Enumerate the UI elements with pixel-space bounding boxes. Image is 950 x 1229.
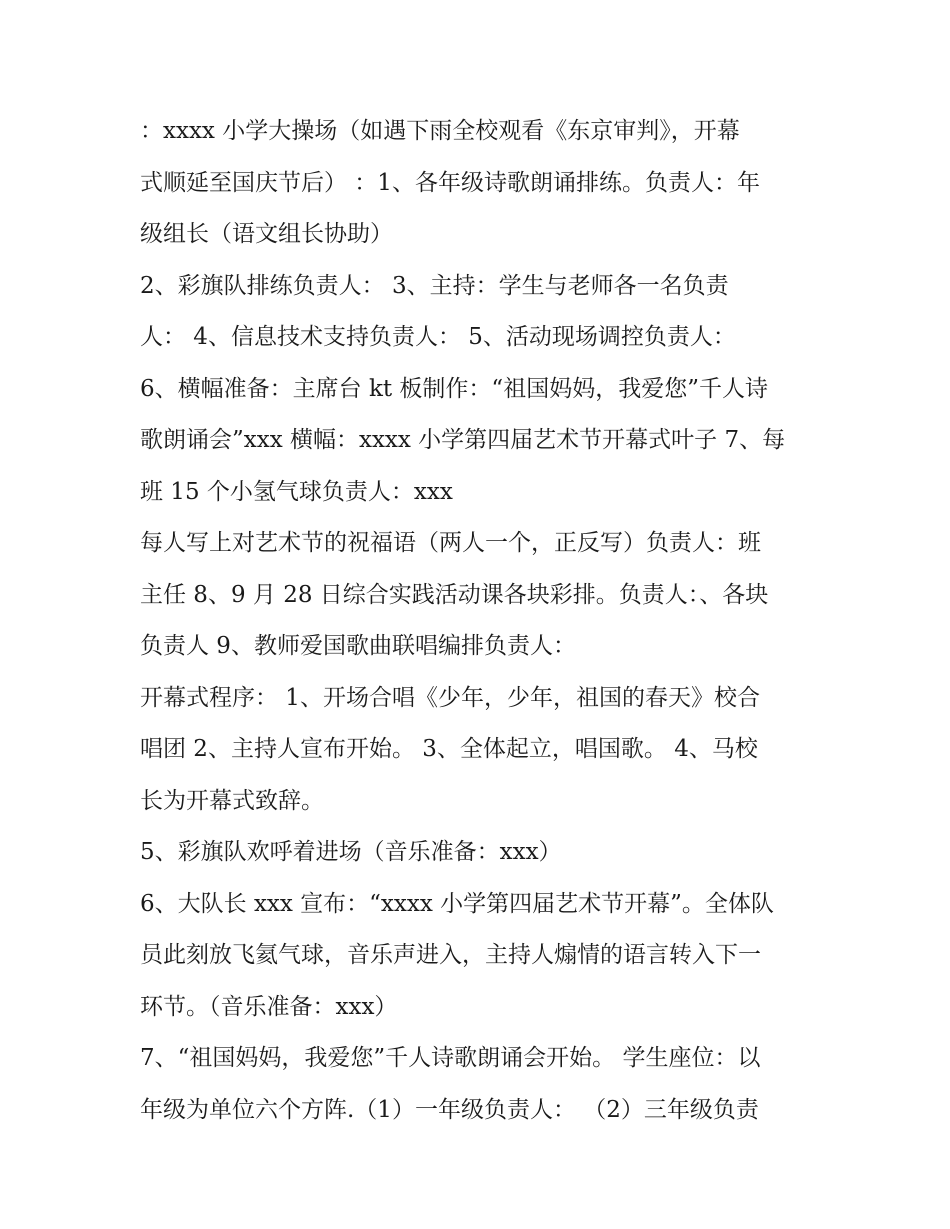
text-line: 员此刻放飞氦气球，音乐声进入，主持人煽情的语言转入下一 — [140, 942, 761, 968]
text-line: 6、横幅准备：主席台 kt 板制作：“祖国妈妈，我爱您”千人诗 — [140, 375, 768, 402]
text-line: 级组长（语文组长协助） — [140, 221, 393, 247]
text-line: ：xxxx 小学大操场（如遇下雨全校观看《东京审判》，开幕 — [140, 118, 740, 144]
text-line: 环节。（音乐准备：xxx） — [140, 993, 398, 1020]
document-body — [140, 106, 820, 1136]
text-line: 7、“祖国妈妈，我爱您”千人诗歌朗诵会开始。 学生座位：以 — [140, 1045, 761, 1071]
text-line: 人： 4、信息技术支持负责人： 5、活动现场调控负责人： — [140, 324, 736, 350]
text-line: 开幕式程序： 1、开场合唱《少年，少年，祖国的春天》校合 — [140, 684, 760, 711]
text-line: 2、彩旗队排练负责人： 3、主持：学生与老师各一名负责 — [140, 272, 729, 299]
text-line: 5、彩旗队欢呼着进场（音乐准备：xxx） — [140, 839, 562, 865]
text-line: 歌朗诵会”xxx 横幅：xxxx 小学第四届艺术节开幕式叶子 7、每 — [140, 427, 786, 453]
text-line: 式顺延至国庆节后） ：1、各年级诗歌朗诵排练。负责人：年 — [140, 169, 760, 196]
text-line: 唱团 2、主持人宣布开始。 3、全体起立，唱国歌。 4、马校 — [140, 736, 758, 762]
text-line: 长为开幕式致辞。 — [140, 787, 324, 814]
text-line: 每人写上对艺术节的祝福语（两人一个，正反写）负责人：班 — [140, 530, 761, 556]
text-line: 6、大队长 xxx 宣布：“xxxx 小学第四届艺术节开幕”。全体队 — [140, 890, 774, 917]
text-line: 班 15 个小氢气球负责人：xxx — [140, 478, 453, 505]
text-line: 主任 8、9 月 28 日综合实践活动课各块彩排。负责人：、各块 — [140, 581, 769, 608]
text-line: 年级为单位六个方阵.（1）一年级负责人： （2）三年级负责 — [140, 1096, 759, 1123]
text-line: 负责人 9、教师爱国歌曲联唱编排负责人： — [140, 633, 576, 659]
